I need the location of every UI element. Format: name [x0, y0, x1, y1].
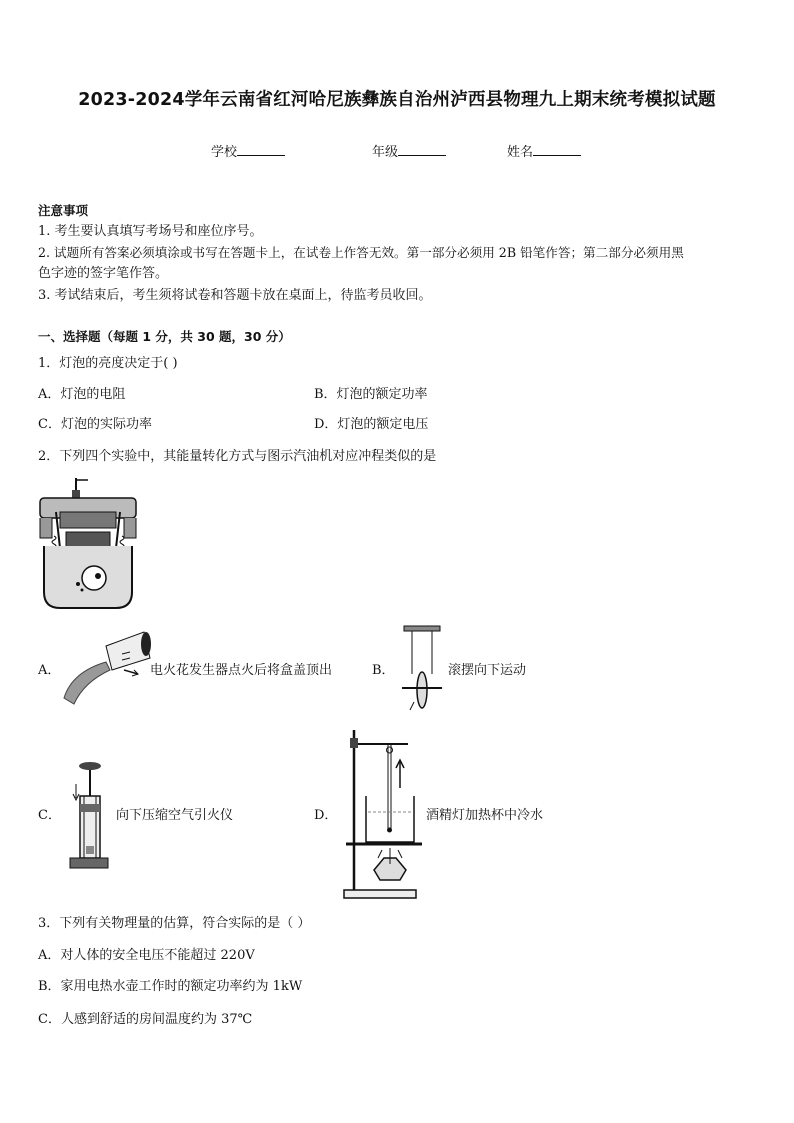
q2-option-a-text[interactable]: 电火花发生器点火后将盒盖顶出: [150, 663, 333, 678]
q3-option-b[interactable]: B．家用电热水壶工作时的额定功率约为 1kW: [38, 979, 303, 994]
section-heading: 一、选择题（每题 1 分，共 30 题，30 分）: [38, 329, 291, 344]
q2-option-c-letter[interactable]: C．: [38, 808, 61, 823]
name-label: 姓名: [507, 145, 534, 160]
name-field: [507, 141, 581, 160]
q2-option-c-text[interactable]: 向下压缩空气引火仪: [116, 808, 234, 823]
q1-option-a[interactable]: A．灯泡的电阻: [38, 387, 126, 402]
school-field: [211, 141, 285, 160]
question-3-stem: 3．下列有关物理量的估算，符合实际的是（ ）: [38, 916, 311, 931]
question-1-stem: 1．灯泡的亮度决定于( ): [38, 356, 178, 371]
notice-item: 3. 考试结束后，考生须将试卷和答题卡放在桌面上，待监考员收回。: [38, 288, 432, 303]
name-blank[interactable]: [533, 143, 581, 156]
q2-option-d-text[interactable]: 酒精灯加热杯中冷水: [426, 808, 544, 823]
maxwell-wheel-figure: [396, 624, 446, 712]
q3-option-a[interactable]: A．对人体的安全电压不能超过 220V: [38, 948, 255, 963]
q2-option-b-letter[interactable]: B．: [372, 663, 395, 678]
grade-blank[interactable]: [398, 143, 446, 156]
q1-option-c[interactable]: C．灯泡的实际功率: [38, 417, 152, 432]
notice-heading: 注意事项: [38, 203, 89, 218]
q2-option-b-text[interactable]: 滚摆向下运动: [448, 663, 527, 678]
q3-option-c[interactable]: C．人感到舒适的房间温度约为 37℃: [38, 1012, 253, 1027]
spark-generator-figure: [60, 628, 152, 710]
grade-label: 年级: [372, 145, 399, 160]
question-2-stem: 2．下列四个实验中，其能量转化方式与图示汽油机对应冲程类似的是: [38, 449, 437, 464]
notice-item: 1. 考生要认真填写考场号和座位序号。: [38, 224, 263, 239]
air-compression-igniter-figure: [66, 760, 110, 872]
school-blank[interactable]: [237, 143, 285, 156]
alcohol-lamp-heating-figure: [342, 730, 426, 900]
q1-option-b[interactable]: B．灯泡的额定功率: [314, 387, 428, 402]
notice-item: 2. 试题所有答案必须填涂或书写在答题卡上，在试卷上作答无效。第一部分必须用 2B 铅笔作答；第二部分必须用黑: [38, 245, 684, 260]
q2-option-a-letter[interactable]: A．: [38, 663, 61, 678]
grade-field: [372, 141, 446, 160]
notice-item: 色字迹的签字笔作答。: [38, 266, 169, 281]
q1-option-d[interactable]: D．灯泡的额定电压: [314, 417, 429, 432]
page-title: 2023-2024学年云南省红河哈尼族彝族自治州泸西县物理九上期末统考模拟试题: [78, 90, 716, 110]
school-label: 学校: [211, 145, 238, 160]
engine-figure: [38, 478, 138, 610]
q2-option-d-letter[interactable]: D．: [314, 808, 338, 823]
